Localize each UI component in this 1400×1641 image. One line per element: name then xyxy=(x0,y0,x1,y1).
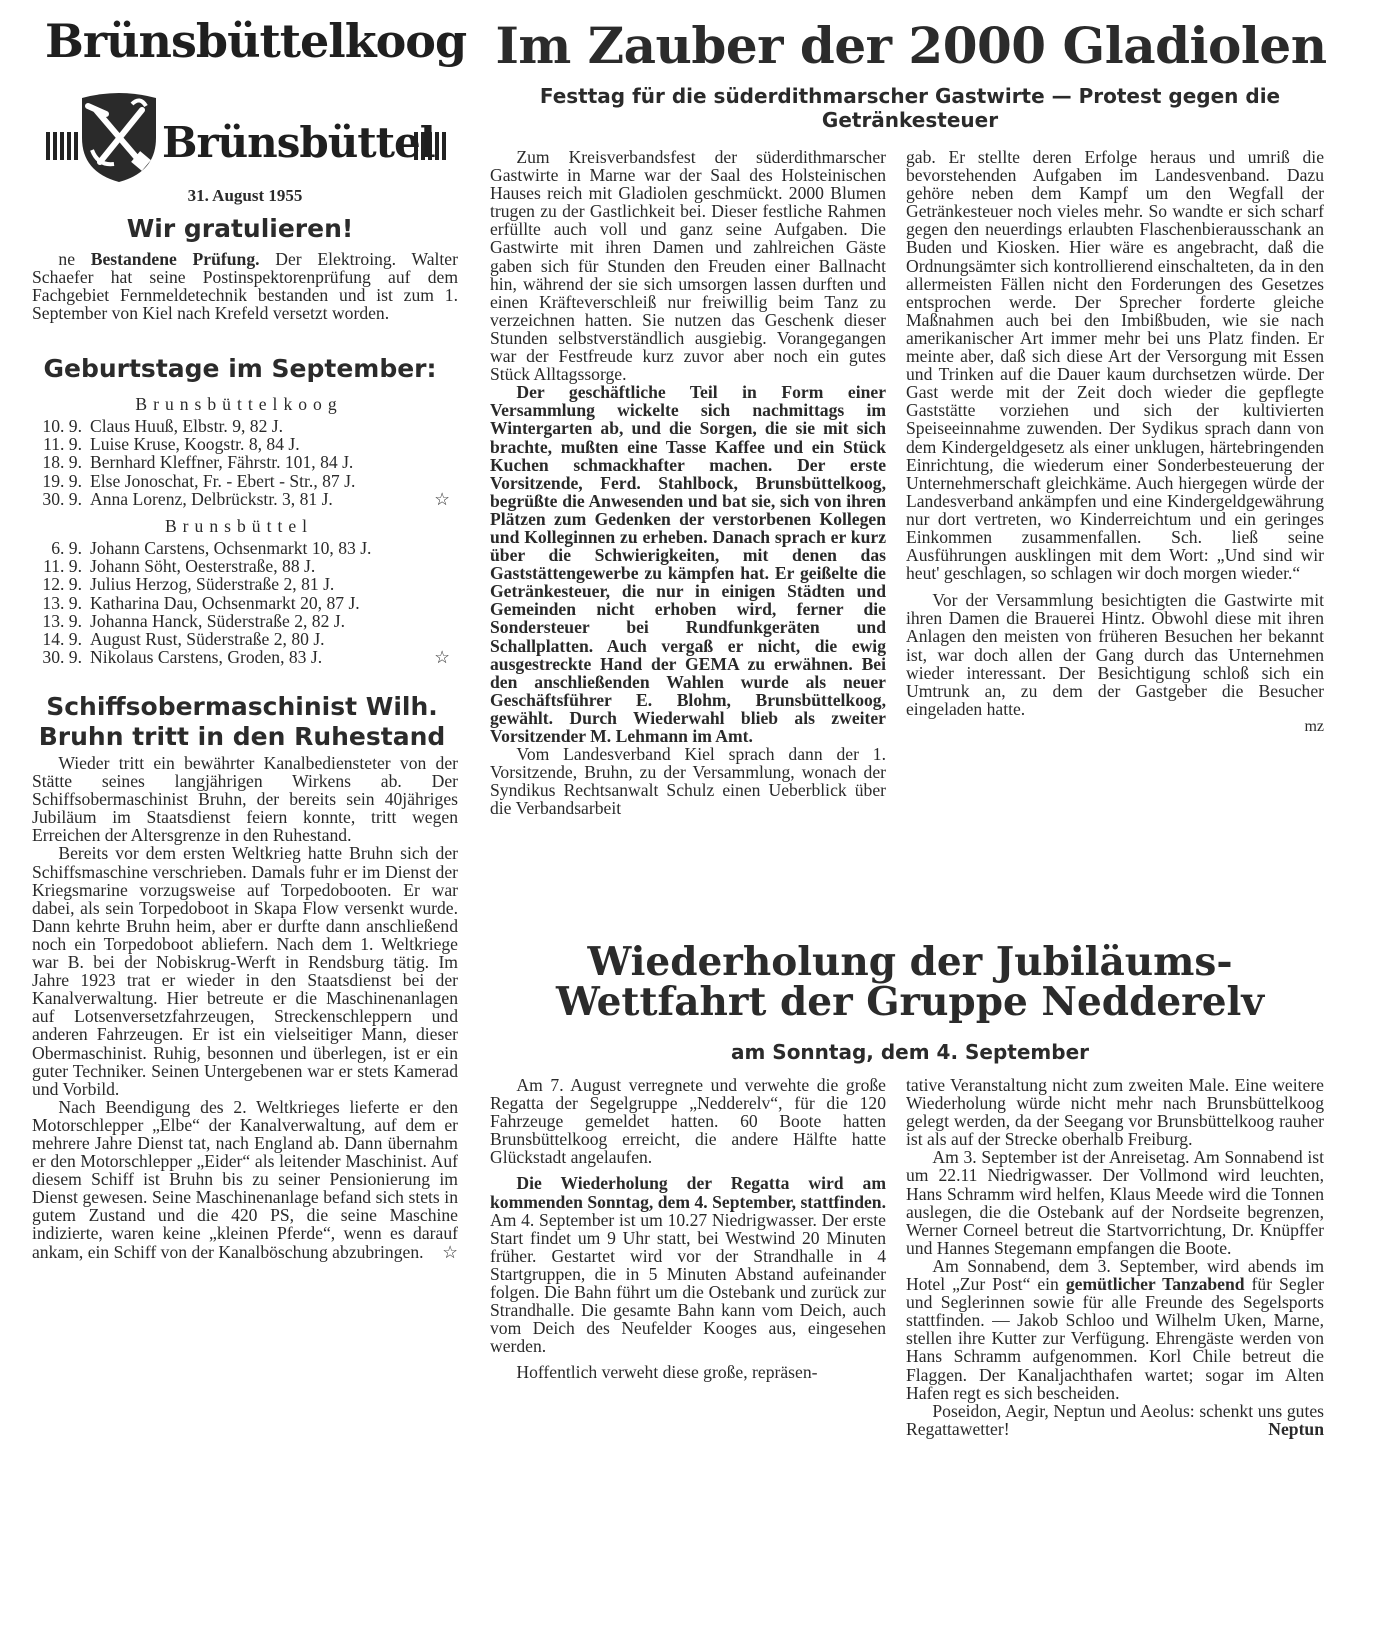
birthday-person: Luise Kruse, Koogstr. 8, 84 J. xyxy=(90,434,300,455)
banner-left-icon xyxy=(46,132,80,160)
birthday-date: 11. 9. xyxy=(43,434,82,455)
regatta-paragraph: Am 7. August verregnete und verwehte die große Regatta der Segelgruppe „Nedderelv“, für die 120 Fahrzeuge gemeldet hatten. 60 Boote hatten Brunsbüttelkoog erreicht, die andere Hälfte hatte Glückstadt angelaufen. xyxy=(490,1075,886,1168)
birthday-date: 11. 9. xyxy=(43,556,82,577)
birthday-person: Anna Lorenz, Delbrückstr. 3, 81 J. xyxy=(90,488,333,509)
bruhn-paragraph: Nach Beendigung des 2. Weltkrieges lieferte er den Motorschlepper „Elbe“ der Kanalverwaltung, auf dem er mehrere Jahre Dienst tat, nach England ab. Dann übernahm er den Motorschlepper „Eider“ als leitender Maschinist. Auf diesem Schiff ist Bruhn bis zu seiner Pensionierung im Dienst gewesen. Seine Maschinenanlage befand sich stets in gutem Zustand und die 420 PS, die seine Maschine indizierte, waren keine „kleinen Pferde“, wenn es darauf ankam, ein Schiff von der Kanalböschung abzubringen. xyxy=(32,1096,458,1262)
issue-date: 31. August 1955 xyxy=(187,186,303,205)
masthead-line1: Brünsbüttelkoog xyxy=(45,14,467,68)
gladiolen-subheading: Festtag für die süderdithmarscher Gastwirte — Protest gegen die Getränkesteuer xyxy=(539,84,1281,132)
regatta-paragraph: Am 3. September ist der Anreisetag. Am Sonnabend ist um 22.11 Niedrigwasser. Der Vollmond wird leuchten, Hans Schramm wird helfen, Klaus Meede wird die Tonnen auslegen, die die Ostebank auf der Nordseite begrenzen, Werner Corneel betreut die Startvorrichtung, Dr. Knüpffer und Hannes Stegemann empfangen die Boote. xyxy=(906,1147,1324,1258)
birthday-date: 14. 9. xyxy=(42,629,82,650)
birthdays-heading: Geburtstage im September: xyxy=(43,354,437,383)
birthday-date: 10. 9. xyxy=(42,416,82,436)
birthday-entry xyxy=(0,472,450,490)
regatta-subheading: am Sonntag, dem 4. September xyxy=(730,1040,1089,1064)
gladiolen-paragraph: Vom Landesverband Kiel sprach dann der 1. Vorsitzende, Bruhn, zu der Versammlung, wonach der Syndikus Rechtsanwalt Schulz einen Ueberblick über die Verbandsarbeit xyxy=(490,744,886,819)
birthday-group-place: Brunsbüttelkoog xyxy=(135,394,343,414)
birthday-entry xyxy=(0,630,450,648)
birthday-entry xyxy=(0,539,450,557)
bruhn-paragraph: Bereits vor dem ersten Weltkrieg hatte Bruhn sich der Schiffsmaschine verschrieben. Damals fuhr er im Dienst der Kriegsmarine vorzugsweise auf Torpedobooten. Er war dabei, als sein Torpedoboot in Skapa Flow versenkt wurde. Dann kehrte Bruhn heim, aber er durfte dann anschließend noch ein Torpedoboot abliefern. Nach dem 1. Weltkriege war B. bei der Nobiskrug-Werft in Rendsburg tätig. Im Jahre 1923 trat er wieder in den Staatsdienst bei der Kanalverwaltung. Hier betreute er die Maschinenanlagen auf Lotsenversetzfahrzeugen, Streckenschleppern und anderen Fahrzeugen. Er ist ein vielseitiger Mann, dieser Obermaschinist. Ruhig, besonnen und überlegen, ist er ein guter Techniker. Seinen Untergebenen war er stets Kamerad und Vorbild. xyxy=(32,843,458,1099)
crest-icon xyxy=(78,92,160,184)
birthday-entry xyxy=(0,612,450,630)
regatta-tanzabend-intro: Am Sonnabend, dem 3. September, wird abends im Hotel „Zur Post“ ein xyxy=(906,1255,1324,1295)
regatta-closing: Poseidon, Aegir, Neptun und Aeolus: schenkt uns gutes Regattawetter! xyxy=(906,1400,1324,1439)
masthead xyxy=(40,14,467,184)
gladiolen-paragraph: gab. Er stellte deren Erfolge heraus und umriß die bevorstehenden Aufgaben im Landesvenband. Dazu gehöre neben dem Kampf um den Wegfall der Getränkesteuer noch vieles mehr. So wandte er sich scharf gegen den neuerdings erlaubten Flaschenbierausschank an Buden und Kiosken. Hier wäre es angebracht, daß die Ordnungsämter sich kontrollierend einschalteten, da in den allermeisten Fällen nicht den Forderungen des Gesetzes entsprochen werde. Der Sprecher forderte gleiche Maßnahmen auch bei den Imbißbuden, wie sie nach amerikanischer Art immer mehr bei uns Platz finden. Er meinte aber, daß sich diese Art der Versorgung mit Essen und Trinken auf die Dauer kaum durchsetzen würde. Der Gast werde mit der Zeit doch wieder die gepflegte Gaststätte vorziehen und sich der kultivierten Speiseeinnahme zuwenden. Der Sydikus sprach dann von dem Kindergeldgesetz als einer unklugen, härtebringenden Einrichtung, die wiederum einer Sonderbesteuerung der Unternehmerschaft gleichkäme. Auch hiergegen würde der Landesverband ankämpfen und eine Kindergeldgewährung nur dort vertreten, wo Kinderreichtum und ein geringes Einkommen zusammenfallen. Sch. ließ seine Ausführungen ausklingen mit dem Wort: „Und sind wir heut' geschlagen, so schlagen wir doch morgen wieder.“ xyxy=(906,147,1324,584)
birthday-entry xyxy=(0,490,450,508)
birthday-person: Johann Carstens, Ochsenmarkt 10, 83 J. xyxy=(90,538,372,559)
regatta-signature: Neptun xyxy=(1268,1418,1324,1439)
birthday-entry xyxy=(0,575,450,593)
congrats-article xyxy=(32,250,458,322)
gladiolen-paragraph: Zum Kreisverbandsfest der süderdithmarscher Gastwirte in Marne war der Saal des Holsteinischen Hauses reich mit Gladiolen geschmückt. 2000 Blumen trugen zu der Gastlichkeit bei. Dieser festliche Rahmen erfüllte auch voll und ganz seine Aufgaben. Die Gastwirte mit ihren Damen und zahlreichen Gäste gaben sich für Stunden den Freuden einer Ballnacht hin, während der sie sich umsorgen lassen durften und einen Kräfteverschleiß nur freiwillig beim Tanz zu verzeichnen hatten. Sie nutzen das Geschenk dieser Stunden selbstverständlich ausgiebig. Vorangegangen war der Festfreude kurz zuvor aber noch ein gutes Stück Alltagssorge. xyxy=(490,147,886,385)
birthday-date: 13. 9. xyxy=(42,592,82,613)
birthday-entry xyxy=(0,557,450,575)
gladiolen-signature: mz xyxy=(1304,717,1324,735)
gladiolen-column-1 xyxy=(490,148,886,817)
birthday-entry xyxy=(0,453,450,471)
congrats-prefix: ne xyxy=(58,249,75,269)
bruhn-article xyxy=(32,754,458,1261)
birthday-entry xyxy=(0,594,450,612)
regatta-paragraph: tative Veranstaltung nicht zum zweiten Male. Eine weitere Wiederholung würde nicht mehr nach Brunsbüttelkoog gelegt werden, da der Seegang vor Brunsbüttelkoog rauher ist als auf der Strecke oberhalb Freiburg. xyxy=(906,1075,1324,1150)
gladiolen-paragraph: Vor der Versammlung besichtigten die Gastwirte mit ihren Damen die Brauerei Hintz. Obwohl diese mit ihren Anlagen den meisten von früheren Besuchen her bekannt ist, war doch allen der Gang durch das Unternehmen wieder interessant. Der Besichtigung schloß sich ein Umtrunk an, zu dem der Gastgeber die Besucher eingeladen hatte. xyxy=(906,590,1324,719)
birthday-person: Johanna Hanck, Süderstraße 2, 82 J. xyxy=(90,610,346,631)
birthday-person: August Rust, Süderstraße 2, 80 J. xyxy=(90,629,325,650)
birthday-date: 13. 9. xyxy=(42,610,82,631)
regatta-heading-line2: Wettfahrt der Gruppe Nedderelv xyxy=(556,979,1264,1025)
regatta-tanzabend: gemütlicher Tanzabend xyxy=(1065,1274,1245,1295)
birthday-group xyxy=(0,417,450,508)
congrats-text: Der Elektroing. Walter Schaefer hat seine Postinspektorenprüfung auf dem Fachgebiet Fernmeldetechnik bestanden und ist zum 1. September von Kiel nach Krefeld versetzt worden. xyxy=(32,249,458,324)
birthdays-list xyxy=(0,394,450,666)
regatta-tanzabend-text: für Segler und Seglerinnen sowie für alle Freunde des Segelsports stattfinden. — Jakob Schloo und Wilhelm Uken, Marne, stellen ihre Kutter zur Verfügung. Ehrengäste werden von Hans Schramm aufgenommen. Korl Chile betreut die Flaggen. Der Kanaljachthafen wartet; sogar im Alten Hafen regt es sich bescheiden. xyxy=(906,1274,1324,1403)
birthday-group-place: Brunsbüttel xyxy=(164,516,314,537)
birthday-person: Katharina Dau, Ochsenmarkt 20, 87 J. xyxy=(90,592,360,613)
end-star-icon: ☆ xyxy=(434,647,450,668)
birthday-person: Julius Herzog, Süderstraße 2, 81 J. xyxy=(90,574,335,595)
birthday-person: Nikolaus Carstens, Groden, 83 J. xyxy=(90,647,323,668)
birthday-person: Else Jonoschat, Fr. - Ebert - Str., 87 J. xyxy=(90,470,356,491)
regatta-details: Am 4. September ist um 10.27 Niedrigwasser. Der erste Start findet um 9 Uhr statt, bei Westwind 20 Minuten früher. Gestartet wird vor der Strandhalle in 4 Startgruppen, die in 5 Minuten Abstand aufeinander folgen. Die Bahn führt um die Ostebank und zurück zur Strandhalle. Die gesamte Bahn kann vom Deich, auch vom Deich des Neufelder Kooges aus, eingesehen werden. xyxy=(490,1209,886,1357)
regatta-heading-line1: Wiederholung der Jubiläums- xyxy=(587,939,1233,985)
birthday-entry xyxy=(0,435,450,453)
gladiolen-column-2 xyxy=(906,148,1324,736)
congrats-lead: Bestandene Prüfung. xyxy=(90,249,260,269)
birthday-date: 30. 9. xyxy=(42,647,82,668)
birthday-person: Johann Söht, Oesterstraße, 88 J. xyxy=(90,556,316,577)
birthday-date: 12. 9. xyxy=(42,574,82,595)
regatta-column-2 xyxy=(906,1076,1324,1438)
end-star-icon: ☆ xyxy=(434,488,450,509)
regatta-announcement: Die Wiederholung der Regatta wird am kommenden Sonntag, dem 4. September, stattfinden. xyxy=(490,1173,886,1212)
birthday-date: 6. 9. xyxy=(51,538,82,559)
birthday-entry xyxy=(0,648,450,666)
birthday-person: Claus Huuß, Elbstr. 9, 82 J. xyxy=(90,416,284,436)
regatta-heading xyxy=(480,939,1340,1025)
end-star-icon: ☆ xyxy=(442,1241,458,1262)
gladiolen-paragraph-bold: Der geschäftliche Teil in Form einer Versammlung wickelte sich nachmittags im Wintergarten ab, und die Sorgen, die sie mit sich brachte, mußten eine Tasse Kaffee und ein Stück Kuchen schmackhafter machen. Der erste Vorsitzende, Ferd. Stahlbock, Brunsbüttelkoog, begrüßte die Anwesenden und bat sie, sich von ihren Plätzen zum Gedenken der verstorbenen Kollegen und Kolleginnen zu erheben. Danach sprach er kurz über die Schwierigkeiten, mit denen das Gaststättengewerbe zu kämpfen hat. Er geißelte die Getränkesteuer, die nur in einigen Städten und Gemeinden nicht erhoben wird, ferner die Sondersteuer bei Rundfunkgeräten und Schallplatten. Auch vergaß er nicht, die ewig ausgestreckte Hand der GEMA zu erwähnen. Bei den anschließenden Wahlen wurde als neuer Geschäftsführer E. Blohm, Brunsbüttelkoog, gewählt. Durch Wiederwahl blieb als zweiter Vorsitzender M. Lehmann im Amt. xyxy=(490,382,886,746)
regatta-paragraph: Hoffentlich verweht diese große, repräsen- xyxy=(516,1362,818,1383)
birthday-entry xyxy=(0,417,450,435)
birthday-date: 30. 9. xyxy=(42,488,82,509)
birthday-person: Bernhard Kleffner, Fährstr. 101, 84 J. xyxy=(90,452,354,473)
masthead-line2: Brünsbüttel xyxy=(162,118,435,167)
gladiolen-heading: Im Zauber der 2000 Gladiolen xyxy=(495,16,1327,75)
birthday-date: 18. 9. xyxy=(42,452,82,473)
birthday-group xyxy=(0,539,450,666)
congrats-heading: Wir gratulieren! xyxy=(126,214,354,243)
birthday-date: 19. 9. xyxy=(42,470,82,491)
bruhn-heading: Schiffsobermaschinist Wilh. Bruhn tritt in den Ruhestand xyxy=(38,692,446,751)
regatta-column-1 xyxy=(490,1076,886,1382)
bruhn-paragraph: Wieder tritt ein bewährter Kanalbediensteter von der Stätte seines langjährigen Wirkens ab. Der Schiffsobermaschinist Bruhn, der bereits sein 40jähriges Jubiläum im Staatsdienst feiern konnte, tritt wegen Erreichen der Altersgrenze in den Ruhestand. xyxy=(32,753,458,846)
